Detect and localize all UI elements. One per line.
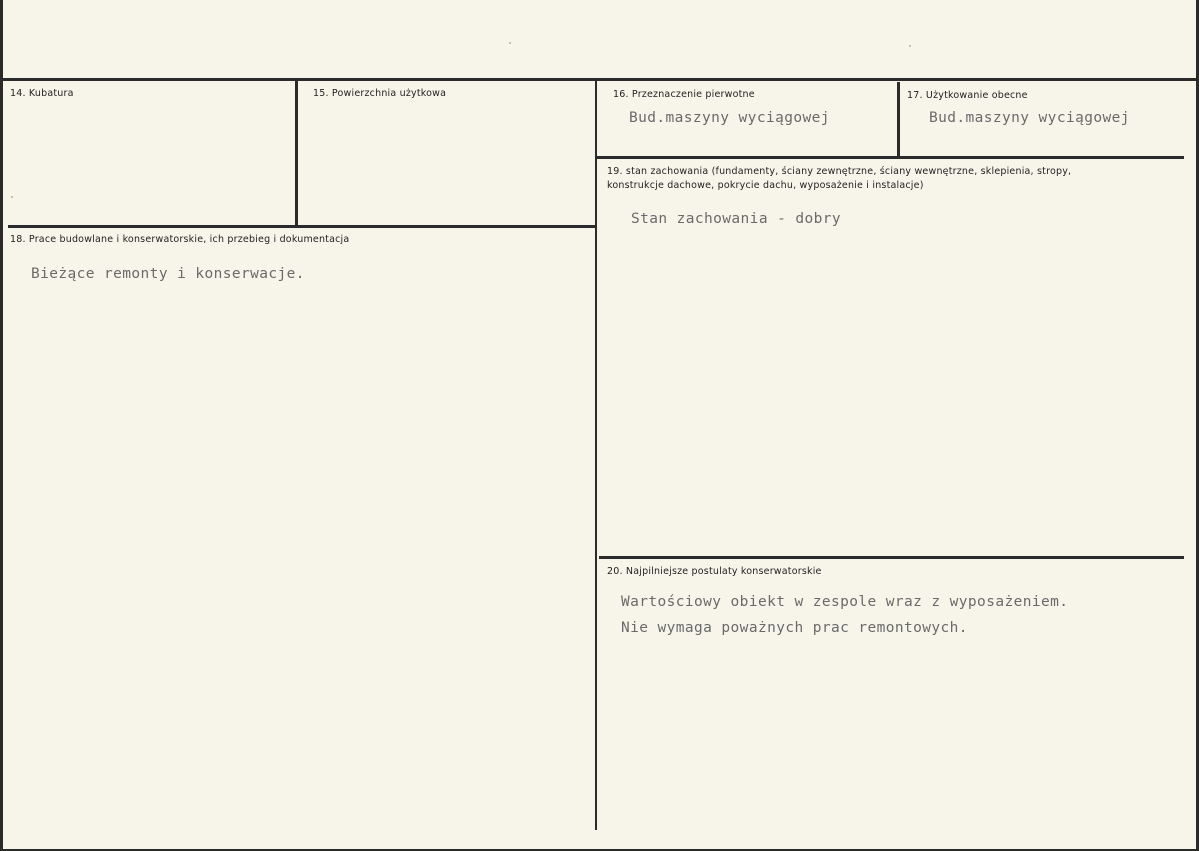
rule-under-19 — [599, 556, 1184, 559]
paper-speck — [909, 45, 911, 47]
field-14-label: 14. Kubatura — [10, 88, 74, 99]
divider-center — [595, 80, 597, 830]
divider-16-17 — [897, 82, 900, 158]
field-20-value-line1: Wartościowy obiekt w zespole wraz z wyposażeniem. — [621, 594, 1069, 610]
paper-speck — [11, 196, 13, 198]
field-19-label: 19. stan zachowania (fundamenty, ściany zewnętrzne, ściany wewnętrzne, sklepienia, stropy, konstrukcje dachowe, pokrycie dachu, wyposażenie i instalacje) — [607, 166, 1072, 191]
field-18-value: Bieżące remonty i konserwacje. — [31, 266, 305, 282]
field-17-label: 17. Użytkowanie obecne — [907, 90, 1028, 101]
field-15-label: 15. Powierzchnia użytkowa — [313, 88, 447, 99]
divider-14-15 — [295, 80, 298, 227]
rule-under-16-17 — [596, 156, 1184, 159]
field-17-value: Bud.maszyny wyciągowej — [929, 110, 1130, 126]
rule-under-14-15 — [8, 225, 596, 228]
field-20-value-line2: Nie wymaga poważnych prac remontowych. — [621, 620, 968, 636]
field-18-label: 18. Prace budowlane i konserwatorskie, ich przebieg i dokumentacja — [10, 234, 350, 245]
field-16-value: Bud.maszyny wyciągowej — [629, 110, 830, 126]
field-20-label: 20. Najpilniejsze postulaty konserwatorskie — [607, 566, 822, 577]
top-rule — [3, 78, 1196, 81]
field-19-value: Stan zachowania - dobry — [631, 211, 841, 227]
field-16-label: 16. Przeznaczenie pierwotne — [613, 89, 755, 100]
paper-speck — [509, 42, 511, 44]
